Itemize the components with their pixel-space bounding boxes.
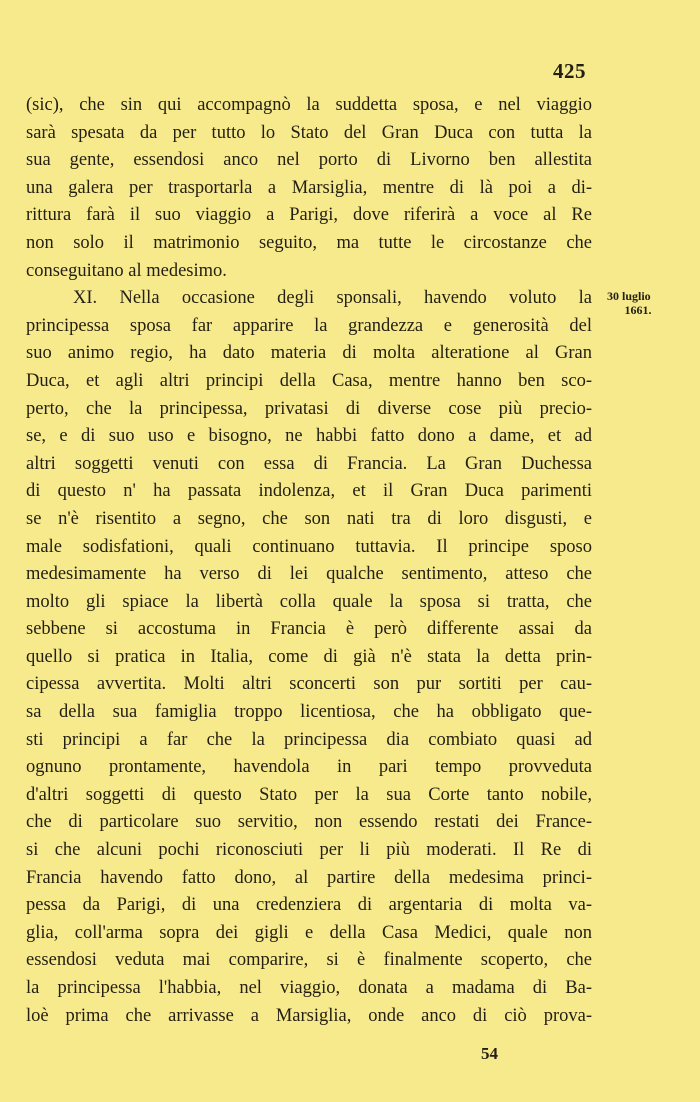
text-line-28: si che alcuni pochi riconosciuti per li più moderati. Il Re di xyxy=(26,840,592,861)
margin-note xyxy=(606,289,666,317)
text-line-33: la principessa l'habbia, nel viaggio, donata a madama di Ba- xyxy=(26,978,592,998)
text-line-2: sarà spesata da per tutto lo Stato del Gran Duca con tutta la xyxy=(26,122,592,143)
text-line-12: perto, che la principessa, privatasi di diverse cose più precio- xyxy=(26,398,592,419)
text-line-34: loè prima che arrivasse a Marsiglia, onde anco di ciò prova- xyxy=(26,1005,592,1026)
text-line-7: conseguitano al medesimo. xyxy=(26,260,227,281)
text-line-8: XI. Nella occasione degli sponsali, havendo voluto la xyxy=(73,288,592,309)
text-line-29: Francia havendo fatto dono, al partire della medesima princi- xyxy=(26,867,592,888)
text-line-11: Duca, et agli altri principi della Casa, mentre hanno ben sco- xyxy=(26,370,592,391)
text-line-5: rittura farà il suo viaggio a Parigi, dove riferirà a voce al Re xyxy=(26,205,592,226)
text-line-25: ognuno prontamente, havendola in pari tempo provveduta xyxy=(26,757,592,778)
text-line-9: principessa sposa far apparire la grandezza e generosità del xyxy=(26,315,592,336)
text-line-27: che di particolare suo servitio, non essendo restati dei France- xyxy=(26,812,592,833)
text-line-32: essendosi veduta mai comparire, si è finalmente scoperto, che xyxy=(26,950,592,971)
margin-note-date: 30 luglio xyxy=(607,289,651,303)
text-line-6: non solo il matrimonio seguito, ma tutte le circostanze che xyxy=(26,232,592,253)
text-line-4: una galera per trasportarla a Marsiglia, mentre di là poi a di- xyxy=(26,177,592,198)
text-line-26: d'altri soggetti di questo Stato per la sua Corte tanto nobile, xyxy=(26,784,592,805)
signature-mark: 54 xyxy=(481,1044,498,1063)
text-line-3: sua gente, essendosi anco nel porto di Livorno ben allestita xyxy=(26,150,592,171)
text-line-15: di questo n' ha passata indolenza, et il Gran Duca parimenti xyxy=(26,481,592,502)
text-line-24: sti principi a far che la principessa dia combiato quasi ad xyxy=(26,729,592,750)
text-line-1: (sic), che sin qui accompagnò la suddetta sposa, e nel viaggio xyxy=(26,95,592,115)
page-number: 425 xyxy=(553,59,586,83)
text-line-21: quello si pratica in Italia, come di già n'è stata la detta prin- xyxy=(26,646,592,667)
text-line-14: altri soggetti venuti con essa di Francia. La Gran Duchessa xyxy=(26,453,592,474)
text-line-17: male sodisfationi, quali continuano tuttavia. Il principe sposo xyxy=(26,536,592,557)
text-line-20: sebbene si accostuma in Francia è però differente assai da xyxy=(26,619,592,640)
text-line-30: pessa da Parigi, di una credenziera di argentaria di molta va- xyxy=(26,895,592,916)
text-line-13: se, e di suo uso e bisogno, ne habbi fatto dono a dame, et ad xyxy=(26,426,592,447)
text-line-16: se n'è risentito a segno, che son nati tra di loro disgusti, e xyxy=(26,508,592,529)
text-line-22: cipessa avvertita. Molti altri sconcerti son pur sortiti per cau- xyxy=(26,674,592,695)
text-line-31: glia, coll'arma sopra dei gigli e della Casa Medici, quale non xyxy=(26,922,592,943)
text-line-23: sa della sua famiglia troppo licentiosa, che ha obbligato que- xyxy=(26,702,592,723)
text-line-19: molto gli spiace la libertà colla quale la sposa si tratta, che xyxy=(26,591,592,612)
body-text xyxy=(26,92,592,1030)
text-line-10: suo animo regio, ha dato materia di molta alteratione al Gran xyxy=(26,343,592,364)
margin-note-year: 1661. xyxy=(624,303,652,317)
text-line-18: medesimamente ha verso di lei qualche sentimento, atteso che xyxy=(26,564,592,585)
